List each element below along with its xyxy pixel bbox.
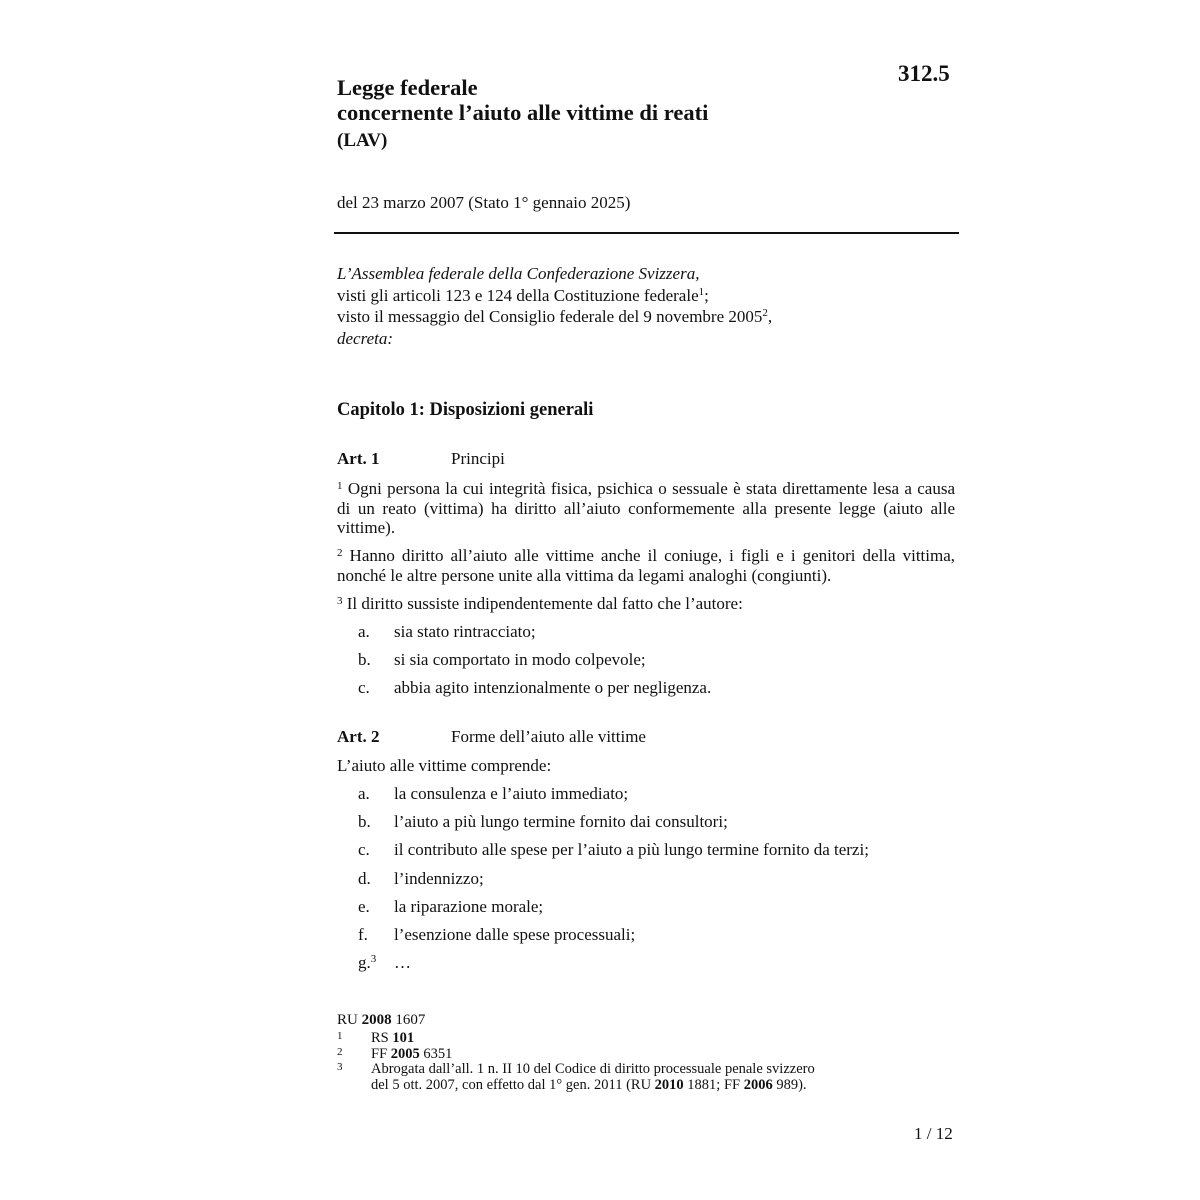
paragraph-text: Il diritto sussiste indipendentemente dal fatto che l’autore: [346,594,743,613]
preamble-decree: decreta: [337,328,394,348]
list-text: l’indennizzo; [394,869,484,888]
footnote-pre: FF [371,1045,388,1062]
footnote-pre: RS [371,1030,389,1046]
law-abbreviation: (LAV) [337,130,388,151]
article-1-paragraph-1 [337,479,955,538]
footnote-3-ff-year: 2006 [743,1076,773,1093]
footnote-3-line-2a: del 5 ott. 2007, con effetto dal 1° gen. 2011 (RU [371,1076,652,1093]
list-text: si sia comportato in modo colpevole; [394,650,646,669]
list-item [358,839,958,861]
law-title-line-1: Legge federale [337,75,478,100]
preamble [337,263,957,349]
footnote-ref-1[interactable]: 1 [698,285,705,298]
page-number: 1 / 12 [914,1124,953,1143]
ru-year: 2008 [361,1012,392,1028]
footnote-ref-3[interactable]: 3 [370,953,377,965]
preamble-line1-text: visti gli articoli 123 e 124 della Costituzione federale [337,285,699,305]
list-letter-text: g. [358,953,371,972]
list-letter: a. [358,622,370,641]
footnote-3 [337,1062,957,1093]
ru-reference [337,1011,425,1029]
preamble-line2-end: , [767,307,773,326]
list-letter: b. [358,812,371,831]
footnote-post: 6351 [423,1045,453,1062]
article-1-heading [337,448,957,470]
paragraph-text: Hanno diritto all’aiuto alle vittime anche il coniuge, i figli e i genitori della vittima, nonché le altre persone unite alla vittima da legami analoghi (congiunti). [337,546,956,585]
list-text: l’aiuto a più lungo termine fornito dai consultori; [394,812,728,831]
article-1-paragraph-2 [337,546,955,585]
list-letter: c. [358,678,370,697]
ru-prefix: RU [337,1012,358,1028]
paragraph-number: 2 [337,547,343,559]
footnote-3-line-1: Abrogata dall’all. 1 n. II 10 del Codice di diritto processuale penale svizzero [371,1061,815,1077]
footnote-3-line-2e: 989). [776,1076,807,1093]
footnote-number: 2 [337,1045,343,1058]
paragraph-number: 3 [337,595,343,607]
list-text: la consulenza e l’aiuto immediato; [394,784,629,803]
list-text: sia stato rintracciato; [394,622,536,641]
law-title [337,75,708,125]
footnote-ref-2[interactable]: 2 [762,307,768,319]
list-item [358,621,958,643]
list-letter: e. [358,897,370,916]
footnotes [337,1031,957,1093]
chapter-heading: Capitolo 1: Disposizioni generali [337,400,594,420]
list-text: … [394,953,411,972]
article-1-number: Art. 1 [337,449,380,468]
footnote-number: 1 [337,1030,343,1042]
list-item [358,649,958,671]
footnote-number: 3 [337,1061,343,1073]
list-item [358,811,958,833]
article-2-number: Art. 2 [337,727,380,746]
list-item [358,677,958,699]
footnote-3-line-2c: 1881; FF [687,1076,741,1093]
list-item [358,783,958,805]
list-item [358,868,958,890]
preamble-issuer: L’Assemblea federale della Confederazione Svizzera, [337,264,700,283]
footnote-bold: 101 [392,1030,415,1046]
preamble-line-constitution [337,285,957,307]
footnote-2 [337,1047,957,1063]
article-1-paragraph-3 [337,594,955,614]
list-text: il contributo alle spese per l’aiuto a più lungo termine fornito da terzi; [394,840,869,859]
list-text: la riparazione morale; [394,897,544,916]
paragraph-text: Ogni persona la cui integrità fisica, psichica o sessuale è stata direttamente lesa a causa di un reato (vittima) ha diritto all’aiuto conformemente alla presente legge (aiuto alle vittime). [337,479,956,537]
footnote-1 [337,1031,957,1047]
preamble-line-message [337,306,957,328]
ru-page: 1607 [395,1012,426,1028]
preamble-line2-text: visto il messaggio del Consiglio federale del 9 novembre 2005 [337,307,763,326]
footnote-3-ru-year: 2010 [654,1076,684,1093]
article-2-title: Forme dell’aiuto alle vittime [451,727,646,746]
paragraph-number: 1 [337,480,343,492]
list-item [358,896,958,918]
article-2-heading [337,726,957,748]
list-letter: f. [358,925,368,944]
list-letter [358,952,394,974]
law-date-status: del 23 marzo 2007 (Stato 1° gennaio 2025) [337,193,631,212]
list-letter: d. [358,869,371,888]
list-letter: b. [358,650,371,669]
list-item [358,924,958,946]
article-2-intro: L’aiuto alle vittime comprende: [337,756,552,775]
list-item [358,952,958,974]
preamble-line1-end: ; [704,285,709,305]
header-divider [334,232,959,234]
list-text: abbia agito intenzionalmente o per negligenza. [394,678,712,697]
list-letter: c. [358,840,370,859]
sr-number: 312.5 [898,61,950,86]
article-1-title: Principi [451,449,505,468]
law-title-line-2: concernente l’aiuto alle vittime di reati [337,100,709,125]
list-text: l’esenzione dalle spese processuali; [394,925,636,944]
list-letter: a. [358,784,370,803]
footnote-bold: 2005 [390,1045,420,1062]
